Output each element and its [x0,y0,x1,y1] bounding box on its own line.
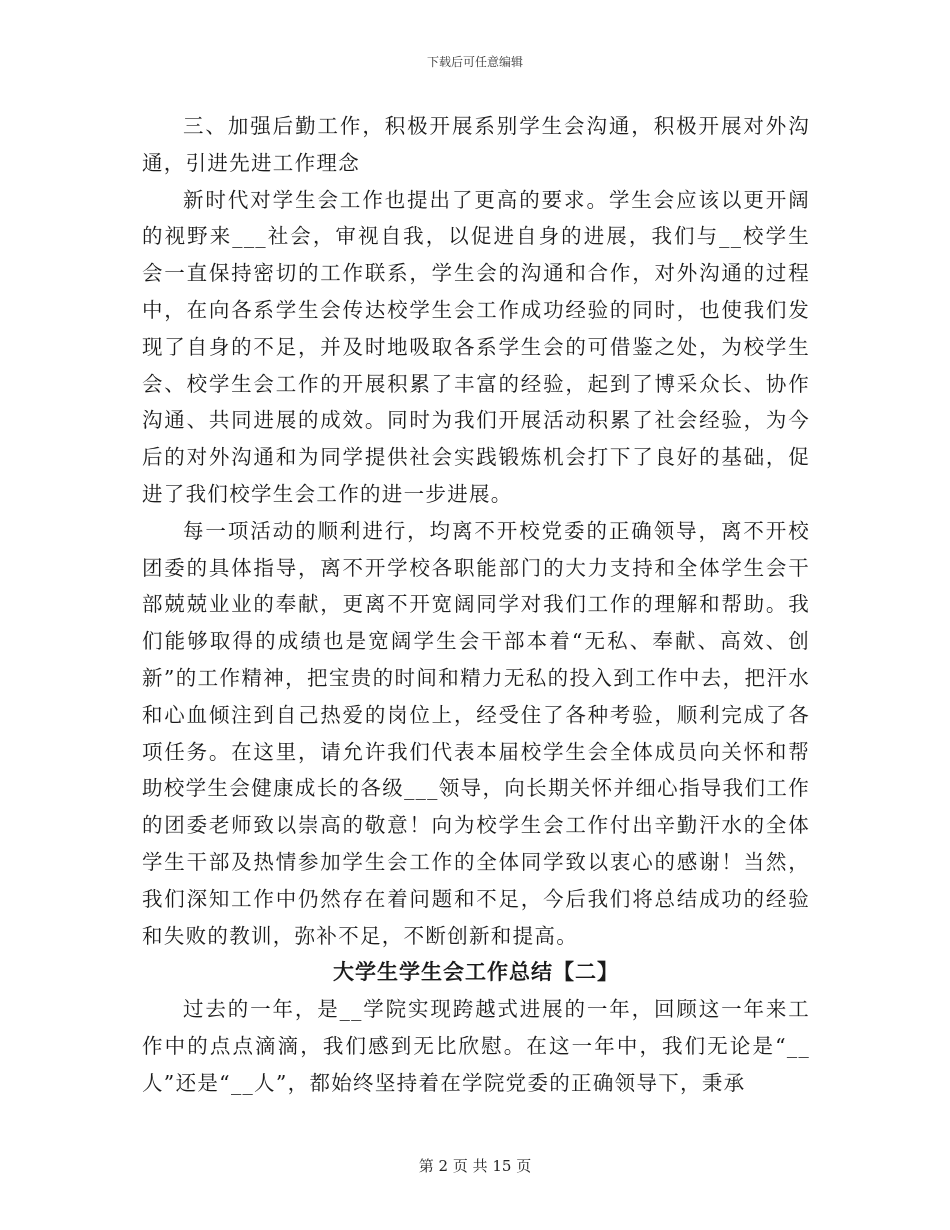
paragraph-external-communication: 新时代对学生会工作也提出了更高的要求。学生会应该以更开阔的视野来___社会，审视自我，以促进自身的进展，我们与__校学生会一直保持密切的工作联系，学生会的沟通和合作，对外沟通的过程中，在向各系学生会传达校学生会工作成功经验的同时，也使我们发现了自身的不足，并及时地吸取各系学生会的可借鉴之处，为校学生会、校学生会工作的开展积累了丰富的经验，起到了博采众长、协作沟通、共同进展的成效。同时为我们开展活动积累了社会经验，为今后的对外沟通和为同学提供社会实践锻炼机会打下了良好的基础，促进了我们校学生会工作的进一步进展。 [142,187,810,506]
paragraph-section-three-heading: 三、加强后勤工作，积极开展系别学生会沟通，积极开展对外沟通，引进先进工作理念 [142,114,810,175]
page-header: 下载后可任意编辑 [426,55,523,69]
page-footer: 第 2 页 共 15 页 [418,1157,532,1175]
document-body [142,108,810,1102]
paragraph-past-year: 过去的一年，是__学院实现跨越式进展的一年，回顾这一年来工作中的点点滴滴，我们感到无比欣慰。在这一年中，我们无论是“__人”还是“__人”，都始终坚持着在学院党委的正确领导下，秉承 [142,997,810,1095]
section-title: 大学生学生会工作总结【二】 [333,959,619,985]
paragraph-acknowledgements: 每一项活动的顺利进行，均离不开校党委的正确领导，离不开校团委的具体指导，离不开学校各职能部门的大力支持和全体学生会干部兢兢业业的奉献，更离不开宽阔同学对我们工作的理解和帮助。我们能够取得的成绩也是宽阔学生会干部本着“无私、奉献、高效、创新”的工作精神，把宝贵的时间和精力无私的投入到工作中去，把汗水和心血倾注到自己热爱的岗位上，经受住了各种考验，顺利完成了各项任务。在这里，请允许我们代表本届校学生会全体成员向关怀和帮助校学生会健康成长的各级___领导，向长期关怀并细心指导我们工作的团委老师致以崇高的敬意！向为校学生会工作付出辛勤汗水的全体学生干部及热情参加学生会工作的全体同学致以衷心的感谢！当然，我们深知工作中仍然存在着问题和不足，今后我们将总结成功的经验和失败的教训，弥补不足，不断创新和提高。 [142,518,810,948]
